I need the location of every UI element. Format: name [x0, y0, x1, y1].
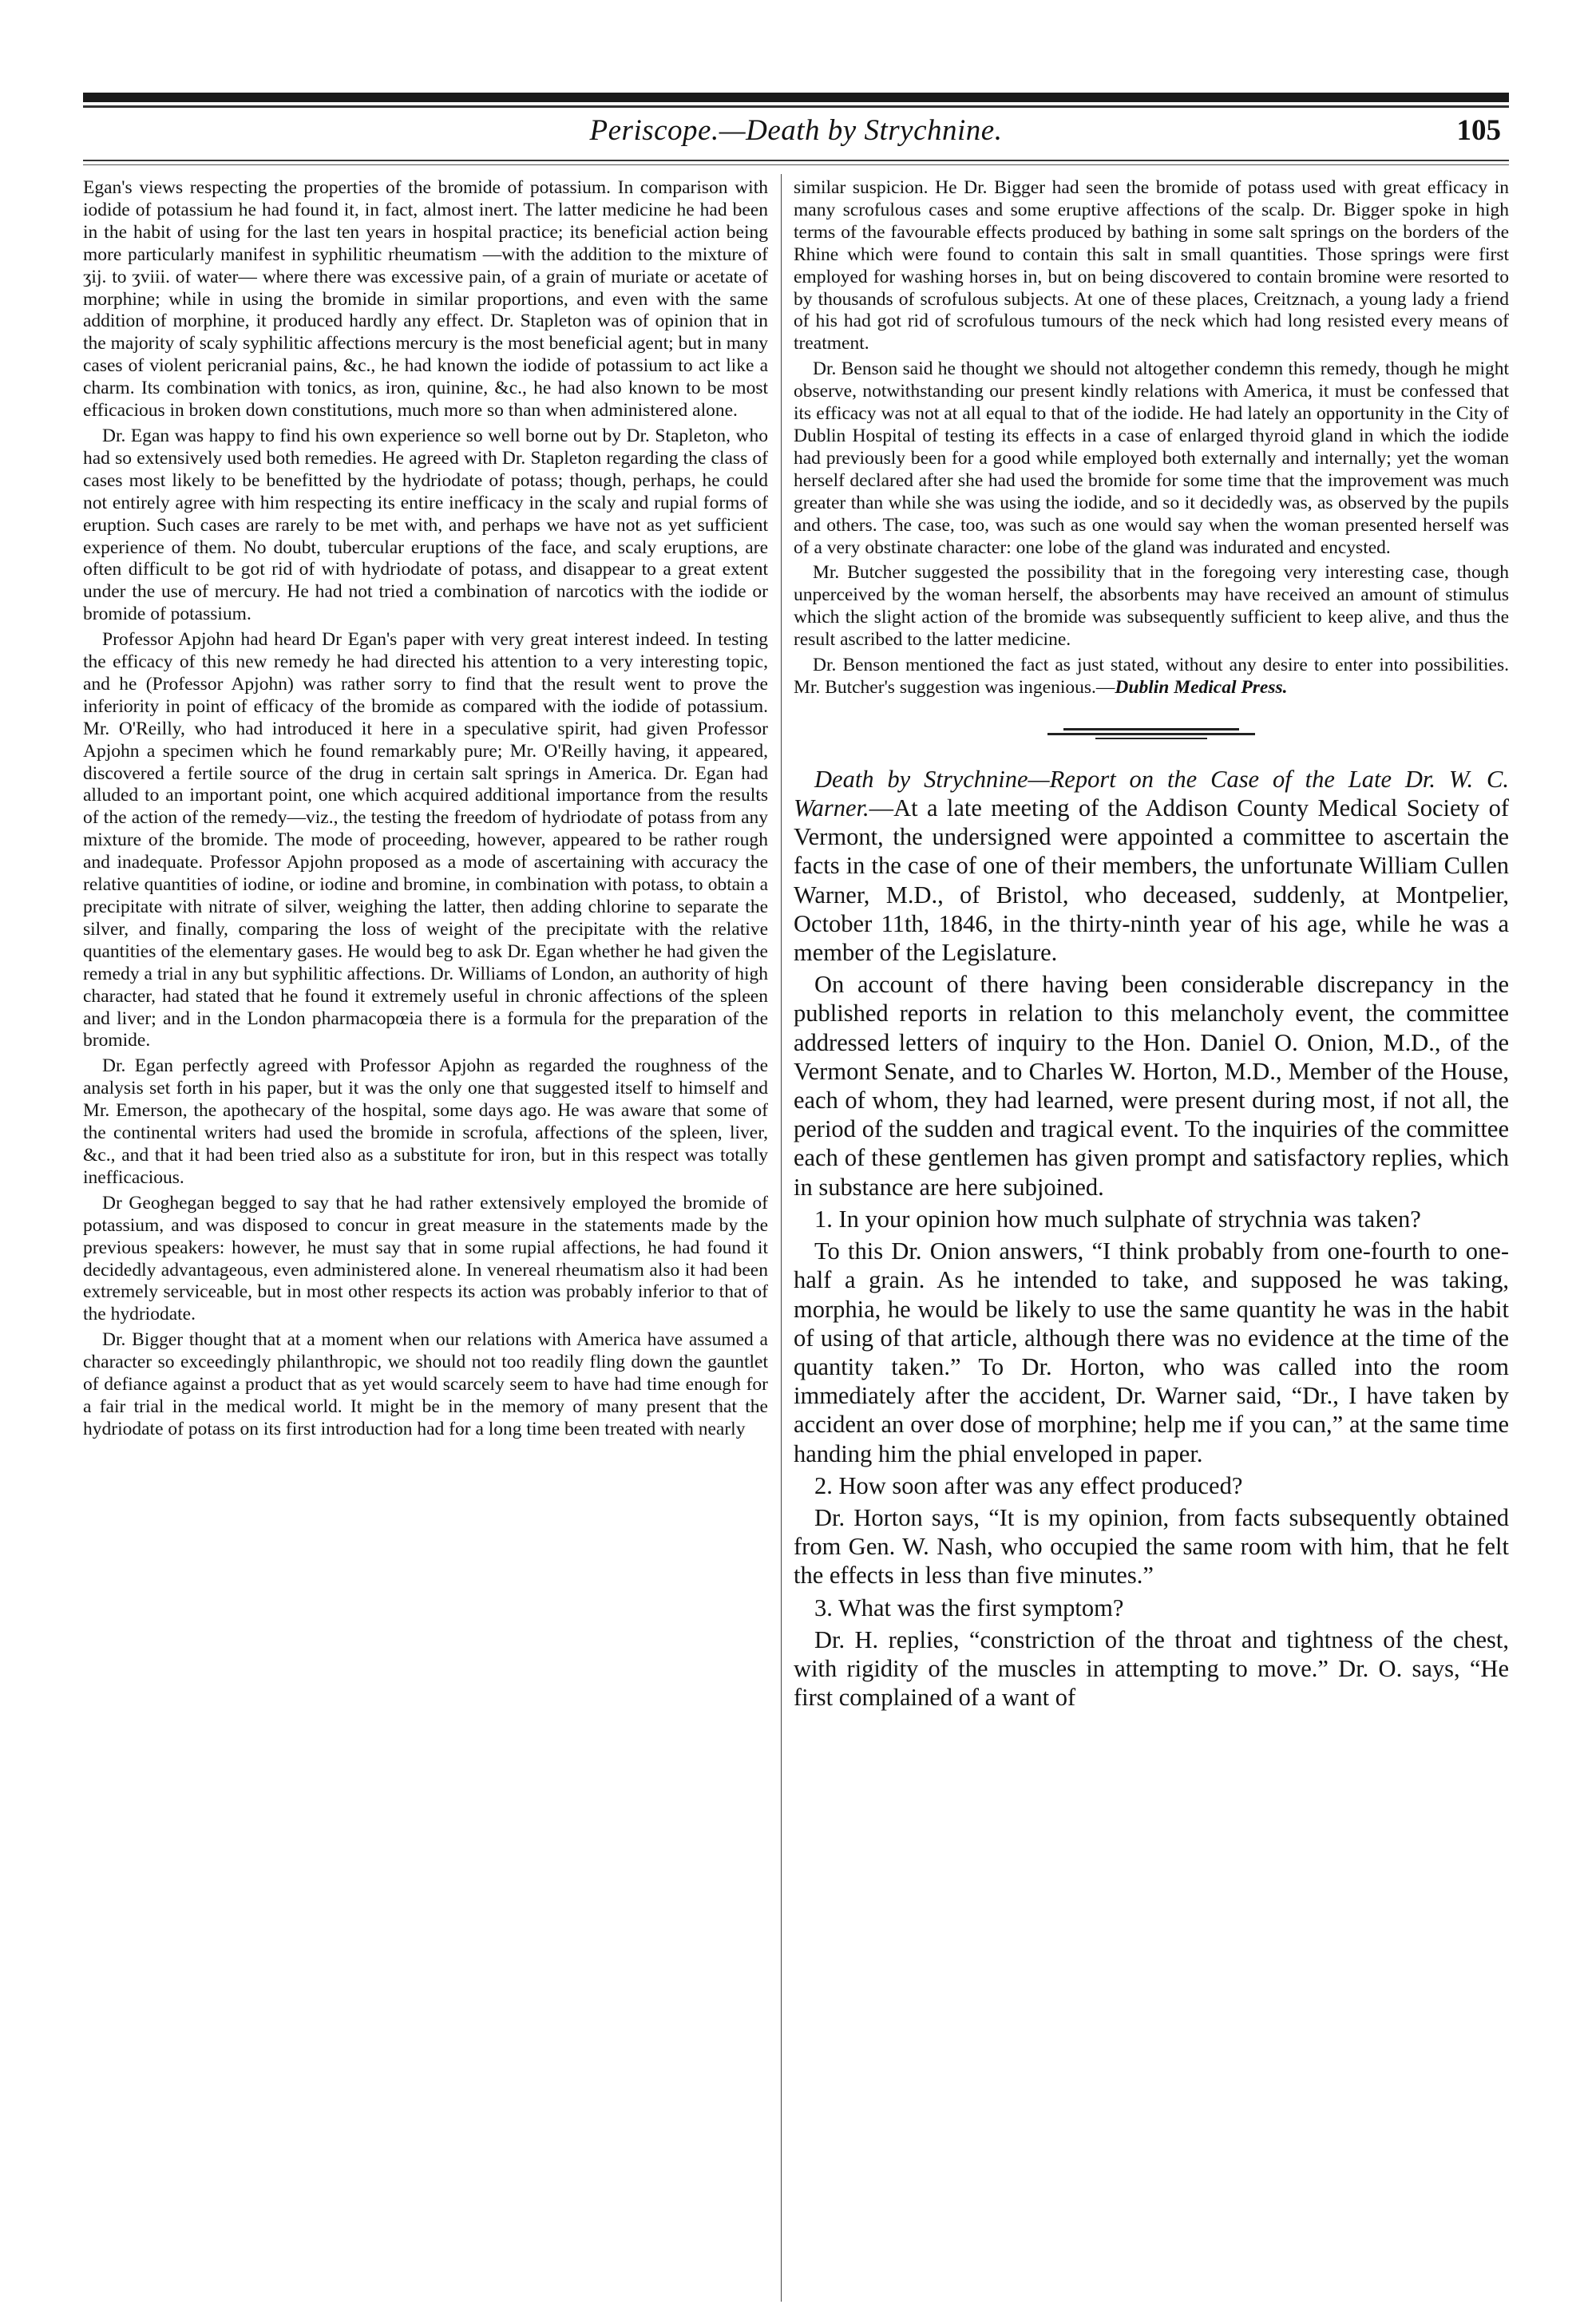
article-opening	[794, 765, 1509, 967]
header-rule-heavy	[83, 93, 1509, 102]
section-ornament	[1047, 728, 1255, 741]
paragraph-egan-views: Egan's views respecting the properties of the bromide of potassium. In comparison with iodide of potassium he had found it, in fact, almost inert. The latter medicine he had been in the habit of using for the last ten years in hospital practice; its beneficial action being more particularly manifest in syphilitic rheumatism —with the addition to the mixture of ʒij. to ʒviii. of water— where there was excessive pain, of a grain of muriate or acetate of morphine; while in using the bromide in similar proportions, and even with the same addition of morphine, it produced hardly any effect. Dr. Stapleton was of opinion that in the majority of scaly syphilitic affections mercury is the most beneficial agent; but in many cases of violent pericranial pains, &c., he had known the iodide of potassium to act like a charm. Its combination with tonics, as iron, quinine, &c., he had also known to be most efficacious in broken down constitutions, much more so than when administered alone.	[83, 177, 768, 422]
page-number: 105	[1456, 114, 1501, 147]
source-citation: Dublin Medical Press.	[1115, 676, 1288, 698]
paragraph-apjohn: Professor Apjohn had heard Dr Egan's paper with very great interest indeed. In testing the efficacy of this new remedy he had directed his attention to a very interesting topic, and he (Professor Apjohn) was rather sorry to find that the result went to prove the inferiority in point of efficacy of the bromide as compared with the iodide of potassium. Mr. O'Reilly, who had introduced it here in a speculative spirit, had given Professor Apjohn a specimen which he found remarkably pure; Mr. O'Reilly having, it appeared, discovered a fertile source of the drug in certain salt springs in America. Dr. Egan had alluded to an important point, one which acquired additional importance from the results of the action of the remedy—viz., the testing the freedom of hydriodate of potass from any mixture of the bromide. The mode of proceeding, however, appeared to be rather rough and inadequate. Professor Apjohn proposed as a mode of ascertaining with accuracy the relative quantities of iodine, or iodine and bromine, in combination with potass, to obtain a precipitate with nitrate of silver, weighing the latter, then adding chlorine to separate the silver, and finally, comparing the loss of weight of the precipitate with the relative quantities of the elementary gases. He would beg to ask Dr. Egan whether he had given the remedy a trial in any but syphilitic affections. Dr. Williams of London, an authority of high character, had stated that he found it extremely useful in chronic affections of the spleen and liver; and in the London pharmacopœia there is a formula for the preparation of the bromide.	[83, 629, 768, 1051]
paragraph-discrepancy: On account of there having been considerable discrepancy in the published reports in relation to this melancholy event, the committee addressed letters of inquiry to the Hon. Daniel O. Onion, M.D., of the Vermont Senate, and to Charles W. Horton, M.D., Member of the House, each of whom, they had learned, were present during most, if not all, the period of the sudden and tragical event. To the inquiries of the committee each of these gentlemen has given prompt and satisfactory replies, which in substance are here subjoined.	[794, 971, 1509, 1201]
paragraph-geoghegan: Dr Geoghegan begged to say that he had rather extensively employed the bromide of potassium, and was disposed to concur in great measure in the statements made by the previous speakers: however, he must say that in some rupial affections, he had found it decidedly advantageous, even administered alone. In venereal rheumatism also it had been extremely serviceable, but in most other respects its action was probably inferior to that of the hydriodate.	[83, 1192, 768, 1325]
previous-article-end	[794, 177, 1509, 699]
answer-1: To this Dr. Onion answers, “I think probably from one-fourth to one-half a grain. As he intended to take, and supposed he was taking, morphia, he would be likely to use the same quantity he was in the habit of using of that article, although there was no evidence at the time of the quantity taken.” To Dr. Horton, who was called into the room immediately after the accident, Dr. Warner said, “Dr., I have taken by accident an over dose of morphine; help me if you can,” at the same time handing him the phial enveloped in paper.	[794, 1237, 1509, 1467]
question-1: 1. In your opinion how much sulphate of strychnia was taken?	[814, 1205, 1421, 1233]
answer-2: Dr. Horton says, “It is my opinion, from facts subsequently obtained from Gen. W. Nash, who occupied the same room with him, that he felt the effects in less than five minutes.”	[794, 1503, 1509, 1590]
paragraph-bigger: Dr. Bigger thought that at a moment when our relations with America have assumed a character so exceedingly philanthropic, we should not too readily fling down the gauntlet of defiance against a product that as yet would scarcely seem to have had time enough for a fair trial in the medical world. It might be in the memory of many present that the hydriodate of potass on its first introduction had for a long time been treated with nearly	[83, 1329, 768, 1439]
answer-3: Dr. H. replies, “constriction of the throat and tightness of the chest, with rigidity of the muscles in attempting to move.” Dr. O. says, “He first complained of a want of	[794, 1625, 1509, 1712]
paragraph-egan-agreed: Dr. Egan perfectly agreed with Professor Apjohn as regarded the roughness of the analysis set forth in his paper, but it was the only one that suggested itself to himself and Mr. Emerson, the apothecary of the hospital, some days ago. He was aware that some of the continental writers had used the bromide in scrofula, affections of the spleen, liver, &c., and that it had been tried also as a substitute for iron, but in this respect was totally inefficacious.	[83, 1055, 768, 1188]
ornament-bar-bottom	[1095, 738, 1207, 739]
header-rule-thin-second	[83, 164, 1509, 165]
paragraph-egan-reply: Dr. Egan was happy to find his own experience so well borne out by Dr. Stapleton, who had so extensively used both remedies. He agreed with Dr. Stapleton regarding the class of cases most likely to be benefitted by the hydriodate of potass; though, perhaps, he could not entirely agree with him respecting its entire inefficacy in the scaly and rupial forms of eruption. Such cases are rarely to be met with, and perhaps we have not as yet sufficient experience of them. No doubt, tubercular eruptions of the face, and scaly eruptions, are often difficult to be got rid of with hydriodate of potass, and disappear to a great extent under the use of mercury. He had not tried a combination of narcotics with the iodide or bromide of potassium.	[83, 425, 768, 625]
article-title: Death by Strychnine—Report on the Case of the Late Dr. W. C. Warner.	[794, 765, 1509, 822]
column-divider	[781, 174, 782, 2302]
question-2: 2. How soon after was any effect produced?	[814, 1471, 1243, 1499]
header-rule-thin	[83, 160, 1509, 161]
paragraph-bigger-continued: similar suspicion. He Dr. Bigger had seen the bromide of potass used with great efficacy in many scrofulous cases and some eruptive affections of the scalp. Dr. Bigger spoke in high terms of the favourable effects produced by bathing in some salt springs on the borders of the Rhine which were found to contain this salt in small quantities. Those springs were first employed for washing horses in, but on being discovered to contain bromine were resorted to by thousands of scrofulous subjects. At one of these places, Creitznach, a young lady a friend of his had got rid of scrofulous tumours of the neck which had long resisted every means of treatment.	[794, 177, 1509, 354]
question-3: 3. What was the first symptom?	[814, 1594, 1124, 1621]
paragraph-benson-final	[794, 655, 1509, 699]
strychnine-article	[794, 765, 1509, 1712]
left-column	[83, 177, 768, 1444]
ornament-bar-top	[1063, 728, 1239, 730]
ornament-bar-middle	[1047, 733, 1255, 735]
paragraph-butcher: Mr. Butcher suggested the possibility that in the foregoing very interesting case, though unperceived by the woman herself, the absorbents may have received an amount of stimulus which the slight action of the bromide was subsequently sufficient to keep alive, and thus the result ascribed to the latter medicine.	[794, 562, 1509, 651]
running-head	[83, 113, 1509, 153]
running-title: Periscope.—Death by Strychnine.	[589, 114, 1003, 147]
header-rule-under	[83, 105, 1509, 108]
paragraph-benson: Dr. Benson said he thought we should not altogether condemn this remedy, though he might observe, notwithstanding our present kindly relations with America, it must be confessed that its efficacy was not at all equal to that of the iodide. He had lately an opportunity in the City of Dublin Hospital of testing its effects in a case of enlarged thyroid gland in which the iodide had previously been for a good while employed both externally and internally; yet the woman herself declared after she had used the bromide for some time that the improvement was much greater than while she was using the iodide, and so it decidedly was, as observed by the pupils and others. The case, too, was such as one would say when the woman presented herself was of a very obstinate character: one lobe of the gland was indurated and encysted.	[794, 358, 1509, 558]
benson-final-text: Dr. Benson mentioned the fact as just stated, without any desire to enter into possibilities. Mr. Butcher's suggestion was ingenious.—	[794, 655, 1509, 698]
article-intro: —At a late meeting of the Addison County Medical Society of Vermont, the undersigned were appointed a committee to ascertain the facts in the case of one of their members, the unfortunate William Cullen Warner, M.D., of Bristol, who deceased, suddenly, at Montpelier, October 11th, 1846, in the thirty-ninth year of his age, while he was a member of the Legislature.	[794, 794, 1509, 967]
right-column	[794, 177, 1509, 1715]
